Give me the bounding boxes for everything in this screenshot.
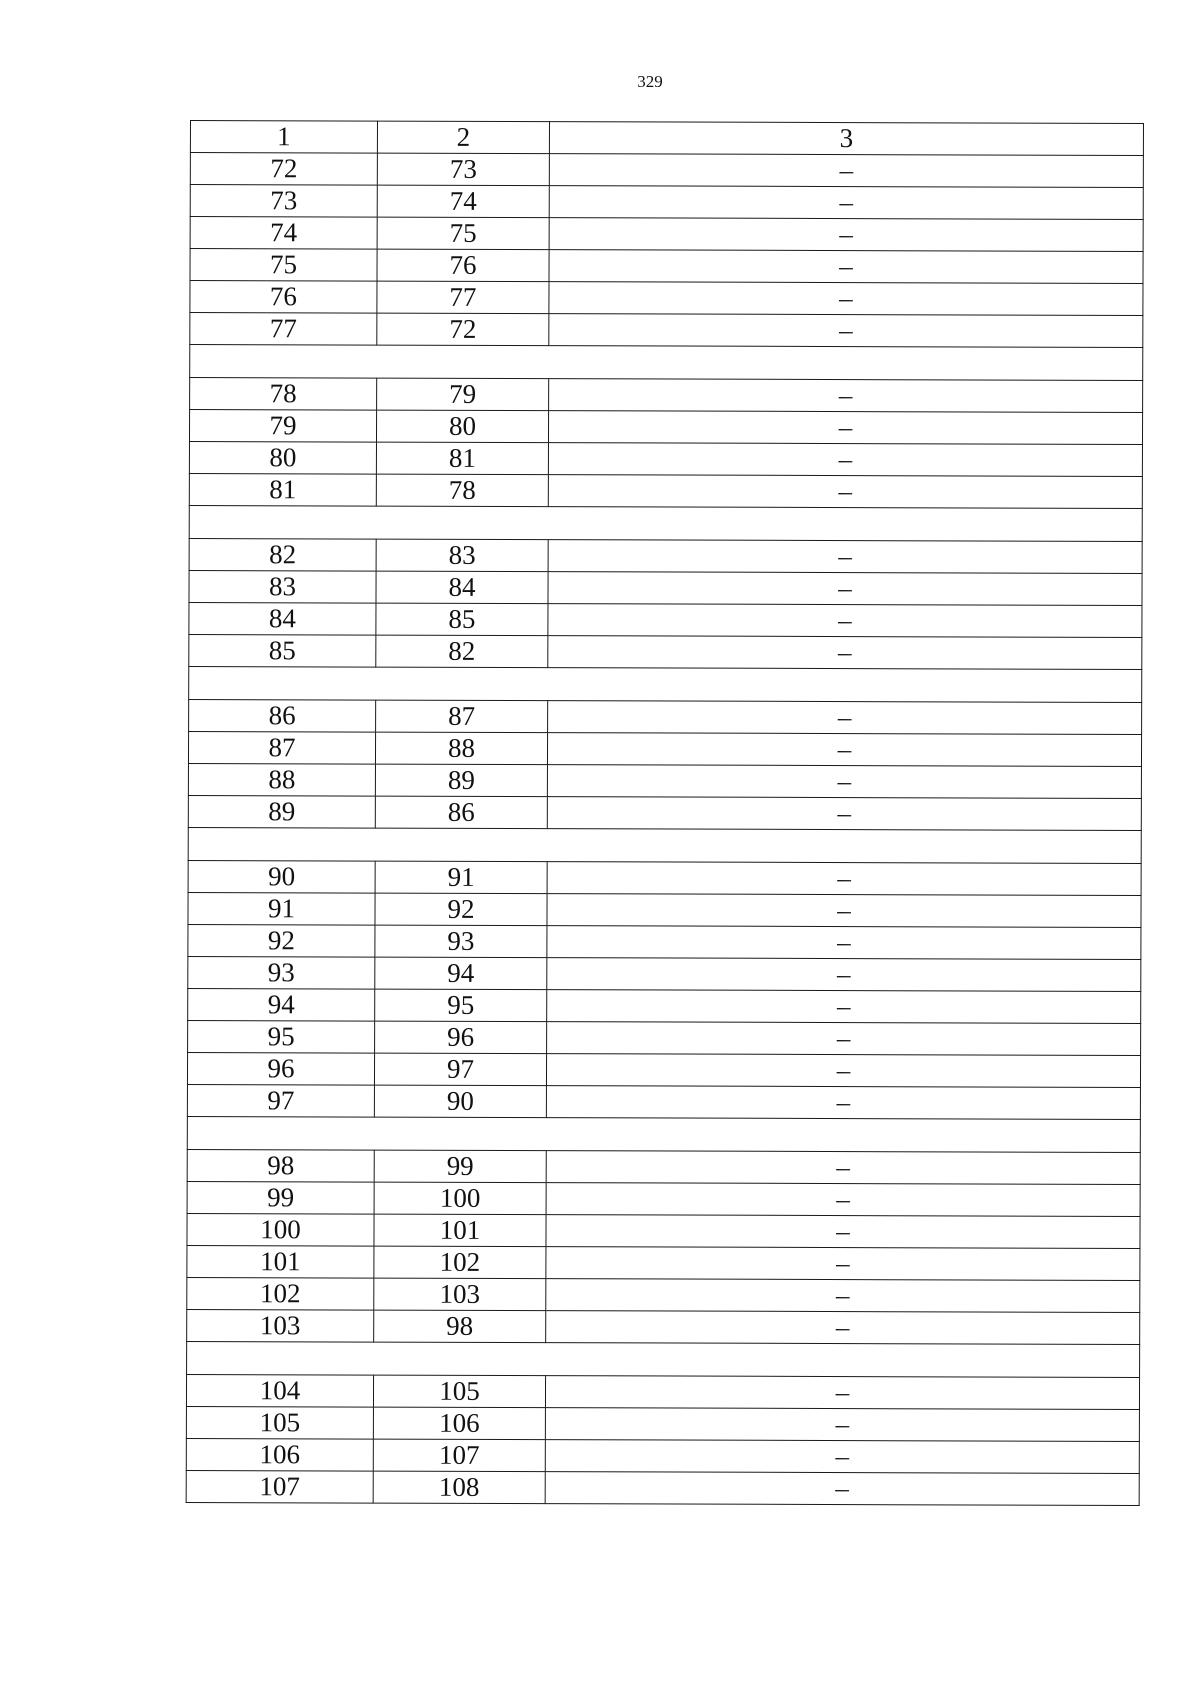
table-row [189,634,1142,669]
table-cell-col-2: 84 [376,571,548,604]
table-cell-col-2: 79 [377,378,549,411]
table-row [187,1245,1140,1280]
table-cell-col-3: – [547,958,1141,992]
table-cell-col-3: – [546,1086,1140,1120]
table-row [190,185,1143,220]
table-row [190,281,1143,316]
table-cell-col-2: 99 [374,1150,546,1183]
group-separator-row [187,1116,1140,1152]
table-cell-col-3: – [549,282,1143,316]
table-cell-col-2: 93 [375,925,547,958]
table-cell-col-1: 103 [187,1309,374,1342]
group-separator-row [187,1341,1140,1377]
table-cell-col-1: 92 [188,924,375,957]
table-cell-col-1: 88 [188,763,375,796]
table-cell-col-3: – [547,894,1141,928]
table-header-row [190,121,1143,156]
table-cell-col-2: 82 [376,635,548,668]
table-cell-col-1: 83 [189,570,376,603]
table-cell-col-2: 91 [375,861,547,894]
table-cell-col-1: 77 [190,313,377,346]
table-cell-col-3: – [545,1408,1139,1442]
table-cell-col-3: – [549,379,1143,413]
table-row [187,1181,1140,1216]
table-cell-col-3: – [549,250,1143,284]
table-cell-col-3: – [548,411,1142,445]
group-separator-cell [187,1116,1140,1152]
table-row [190,249,1143,284]
table-row [187,1084,1140,1119]
table-cell-col-1: 78 [190,378,377,411]
table-cell-col-3: – [545,1440,1139,1474]
table-cell-col-1: 101 [187,1245,374,1278]
table-cell-col-1: 93 [188,956,375,989]
table-row [186,1374,1139,1409]
table-row [190,153,1143,188]
table-cell-col-2: 101 [374,1214,546,1247]
table-cell-col-1: 99 [187,1181,374,1214]
table-cell-col-2: 85 [376,603,548,636]
table-row [187,1149,1140,1184]
table-row [189,570,1142,605]
table-row [188,1020,1141,1055]
table-cell-col-2: 90 [374,1085,546,1118]
table-row [188,795,1141,830]
table-cell-col-1: 97 [187,1084,374,1117]
table-cell-col-1: 94 [188,988,375,1021]
table-row [188,892,1141,927]
table-cell-col-1: 85 [189,634,376,667]
table-cell-col-3: – [547,797,1141,831]
table-row [188,763,1141,798]
table-row [187,1309,1140,1344]
table-cell-col-2: 102 [374,1246,546,1279]
table-cell-col-1: 91 [188,892,375,925]
table-cell-col-2: 88 [375,732,547,765]
table-cell-col-1: 87 [188,731,375,764]
group-separator-row [189,505,1142,541]
table-row [189,699,1142,734]
column-header-1: 1 [190,121,377,154]
group-separator-cell [189,666,1142,702]
table-cell-col-3: – [548,701,1142,735]
table-row [187,1277,1140,1312]
table-row [187,1213,1140,1248]
table-cell-col-1: 98 [187,1149,374,1182]
table-cell-col-1: 95 [188,1020,375,1053]
group-separator-cell [189,505,1142,541]
table-cell-col-1: 104 [186,1374,373,1407]
table-body [186,121,1143,1506]
table-cell-col-1: 89 [188,795,375,828]
table-cell-col-2: 86 [375,796,547,829]
table-cell-col-1: 82 [189,538,376,571]
table-cell-col-3: – [549,186,1143,220]
table-cell-col-3: – [546,1247,1140,1281]
table-cell-col-2: 75 [377,217,549,250]
table-cell-col-3: – [545,1472,1139,1506]
table-cell-col-1: 107 [186,1470,373,1503]
table-cell-col-3: – [547,990,1141,1024]
table-row [190,378,1143,413]
table-cell-col-3: – [547,862,1141,896]
table-cell-col-3: – [548,572,1142,606]
table-cell-col-2: 106 [373,1407,545,1440]
table-row [188,956,1141,991]
table-cell-col-3: – [549,218,1143,252]
table-cell-col-1: 86 [189,699,376,732]
table-cell-col-2: 87 [376,700,548,733]
column-header-3: 3 [549,122,1143,156]
group-separator-cell [188,827,1141,863]
table-cell-col-2: 94 [375,957,547,990]
table-cell-col-1: 72 [190,153,377,186]
table-row [188,860,1141,895]
page-number: 329 [637,72,663,91]
table-cell-col-1: 105 [186,1406,373,1439]
table-cell-col-2: 74 [377,185,549,218]
table-cell-col-2: 89 [375,764,547,797]
table-row [186,1470,1139,1505]
table-cell-col-1: 76 [190,281,377,314]
table-cell-col-2: 92 [375,893,547,926]
table-cell-col-2: 80 [376,410,548,443]
table-row [188,988,1141,1023]
table-cell-col-2: 97 [374,1053,546,1086]
table-cell-col-3: – [547,926,1141,960]
group-separator-row [188,827,1141,863]
table-cell-col-3: – [546,1279,1140,1313]
table-cell-col-1: 84 [189,602,376,635]
column-header-2: 2 [377,121,549,154]
table-cell-col-3: – [549,314,1143,348]
table-cell-col-2: 95 [375,989,547,1022]
table-cell-col-1: 75 [190,249,377,282]
table-cell-col-3: – [546,1311,1140,1345]
table-cell-col-2: 73 [377,153,549,186]
table-cell-col-3: – [547,733,1141,767]
table-cell-col-3: – [548,540,1142,574]
table-cell-col-2: 96 [375,1021,547,1054]
table-cell-col-3: – [546,1183,1140,1217]
table-cell-col-2: 108 [373,1471,545,1504]
table-cell-col-3: – [549,154,1143,188]
table-cell-col-3: – [546,1151,1140,1185]
table-row [186,1406,1139,1441]
table-row [190,217,1143,252]
table-cell-col-2: 105 [373,1375,545,1408]
table-cell-col-1: 106 [186,1438,373,1471]
table-cell-col-3: – [548,475,1142,509]
table-cell-col-3: – [547,765,1141,799]
group-separator-cell [190,345,1143,381]
table-cell-col-1: 74 [190,217,377,250]
group-separator-cell [187,1341,1140,1377]
table-cell-col-1: 79 [189,410,376,443]
table-cell-col-1: 102 [187,1277,374,1310]
table-cell-col-2: 76 [377,249,549,282]
table-cell-col-2: 77 [377,281,549,314]
table-cell-col-2: 83 [376,539,548,572]
table-cell-col-3: – [548,604,1142,638]
table-row [189,473,1142,508]
table-cell-col-3: – [546,1054,1140,1088]
data-table [186,120,1144,1506]
table-cell-col-2: 98 [374,1310,546,1343]
table-cell-col-2: 81 [376,442,548,475]
table-cell-col-3: – [548,443,1142,477]
table-cell-col-2: 72 [377,313,549,346]
table-row [189,538,1142,573]
table-row [187,1052,1140,1087]
table-row [189,441,1142,476]
table-row [189,410,1142,445]
table-cell-col-2: 107 [373,1439,545,1472]
table-cell-col-3: – [545,1376,1139,1410]
table-row [188,731,1141,766]
table-row [190,313,1143,348]
table-cell-col-3: – [548,636,1142,670]
table-cell-col-1: 81 [189,473,376,506]
table-cell-col-1: 100 [187,1213,374,1246]
table-cell-col-2: 78 [376,474,548,507]
group-separator-row [190,345,1143,381]
table-cell-col-1: 80 [189,441,376,474]
table-row [186,1438,1139,1473]
document-sheet [186,120,1143,1506]
table-row [189,602,1142,637]
table-cell-col-3: – [547,1022,1141,1056]
table-cell-col-1: 73 [190,185,377,218]
table-cell-col-1: 90 [188,860,375,893]
table-cell-col-3: – [546,1215,1140,1249]
group-separator-row [189,666,1142,702]
table-cell-col-2: 103 [374,1278,546,1311]
table-row [188,924,1141,959]
table-cell-col-2: 100 [374,1182,546,1215]
table-cell-col-1: 96 [187,1052,374,1085]
